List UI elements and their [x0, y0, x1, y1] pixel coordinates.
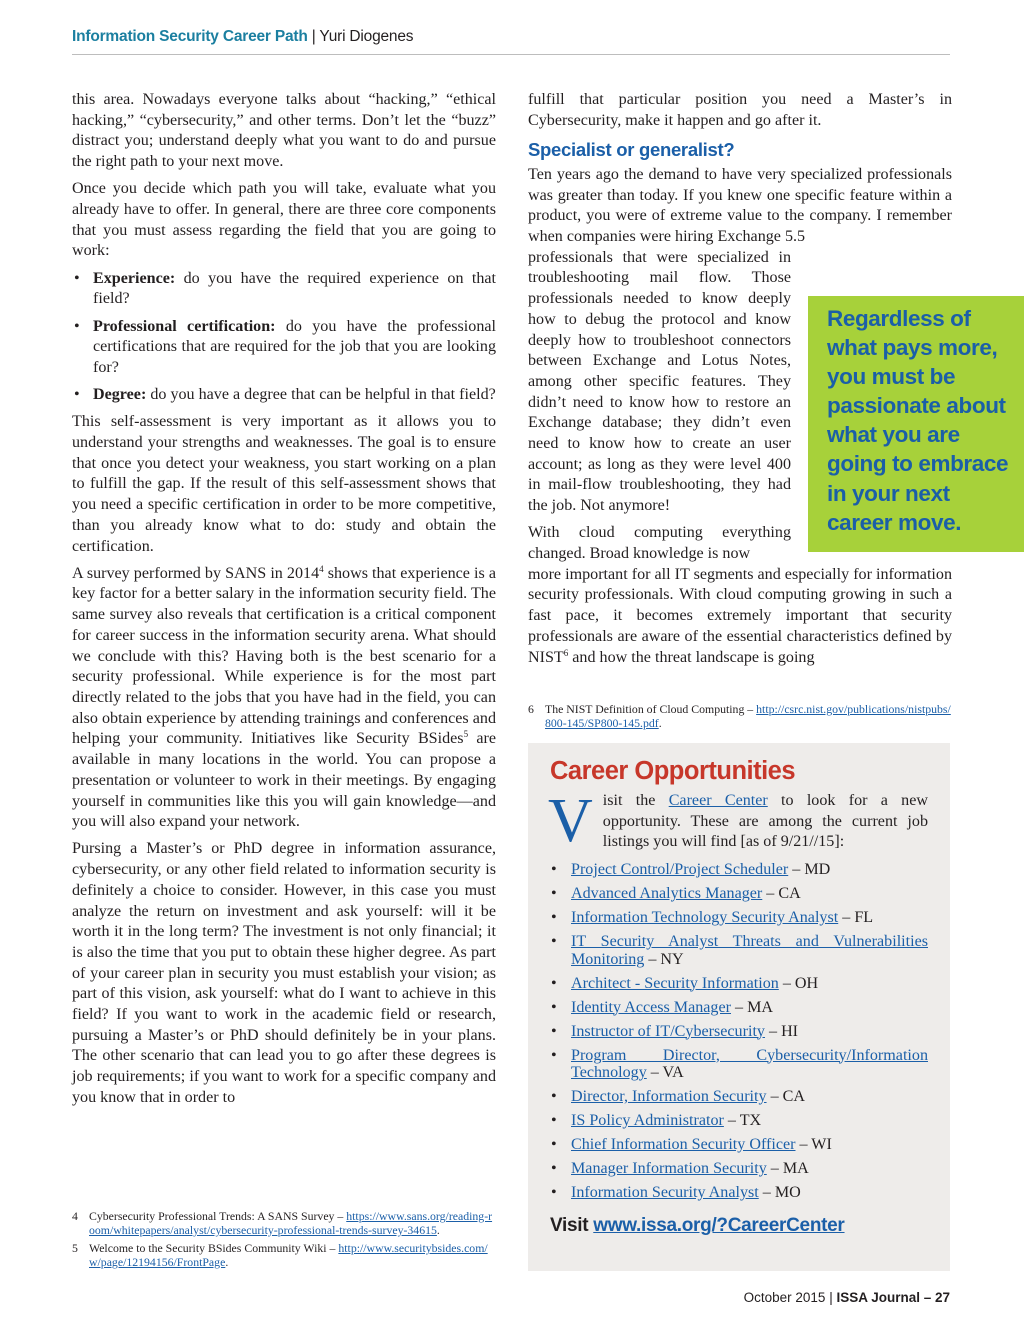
- footnotes-right: [528, 703, 952, 735]
- footnote-link[interactable]: http://www.securitybsides.com/w/page/12194156/FrontPage: [89, 1241, 488, 1269]
- footnote-6: [528, 703, 952, 730]
- text-run: and how the threat landscape is going: [568, 648, 815, 666]
- paragraph: [72, 564, 496, 833]
- footer-separator: |: [825, 1290, 837, 1305]
- footnote-end: .: [658, 715, 662, 730]
- paragraph: Once you decide which path you will take, evaluate what you already have to offer. In general, there are three core components that you must assess regarding the field that you are going to work:: [72, 180, 496, 260]
- job-location: – MD: [788, 861, 831, 878]
- job-item: [550, 999, 928, 1017]
- job-link[interactable]: Chief Information Security Officer: [571, 1136, 796, 1153]
- paragraph: Pursing a Master’s or PhD degree in information assurance, cybersecurity, or any other field related to information security is definitely a choice to consider. However, in this case you must analyze the return on investment and ask yourself: will it be worth it in the long term? The investment is not only financial; it is also the time that you put to obtain these higher degree. As part of your career plan in security you must establish your vision; as part of this vision, ask yourself: what do I want to achieve in this field? If you want to work in the academic field or research, pursuing a Master’s or PhD should definitely be in your plans. The other scenario that can lead you to go after these degrees is job requirements; if you want to work for a specific company and you know that in order to: [72, 840, 496, 1106]
- sidebar-intro: [548, 787, 928, 855]
- job-item: [550, 975, 928, 993]
- job-location: – NY: [644, 950, 684, 968]
- career-center-url-link[interactable]: www.issa.org/?CareerCenter: [593, 1214, 845, 1236]
- career-center-link[interactable]: Career Center: [668, 792, 768, 809]
- job-item: [550, 1184, 928, 1202]
- job-location: – CA: [766, 1088, 805, 1105]
- paragraph: [528, 565, 952, 669]
- footnote-text: Welcome to the Security BSides Community Wiki –: [89, 1241, 339, 1256]
- paragraph: With cloud computing everything changed. Broad knowledge is now: [528, 524, 791, 563]
- list-item-text: do you have the required experience on that field?: [93, 269, 496, 308]
- list-item-term: Experience:: [93, 269, 176, 287]
- pull-quote: Regardless of what pays more, you must be passionate about what you are going to embrace in your next career move.: [808, 296, 1024, 552]
- job-link[interactable]: Advanced Analytics Manager: [571, 885, 763, 902]
- list-item: [72, 269, 496, 310]
- job-location: – OH: [778, 974, 819, 992]
- list-item: [72, 317, 496, 379]
- visit-label: Visit: [550, 1214, 594, 1236]
- job-location: – WI: [795, 1136, 832, 1153]
- job-link[interactable]: IT Security Analyst Threats and Vulnerabilities Monitoring: [571, 933, 928, 968]
- assessment-list: [72, 269, 496, 406]
- list-item-text: do you have a degree that can be helpful in that field?: [146, 386, 496, 404]
- job-item: [550, 1160, 928, 1178]
- paragraph: Ten years ago the demand to have very specialized professionals was greater than today. If you knew one specific feature within a product, you were of extreme value to the company. I remember when companies were hiring Exchange 5.5: [528, 165, 952, 246]
- list-item-term: Degree:: [93, 386, 147, 404]
- intro-text: isit the: [602, 792, 669, 809]
- footnote-number: 6: [528, 702, 534, 716]
- footnote-end: .: [225, 1254, 229, 1269]
- author-name: Yuri Diogenes: [319, 28, 414, 45]
- job-location: – VA: [646, 1064, 684, 1081]
- list-item-term: Professional certification:: [93, 317, 276, 335]
- footnote-end: .: [436, 1222, 440, 1237]
- job-item: [550, 1088, 928, 1106]
- job-item: [550, 1136, 928, 1154]
- job-location: – MA: [766, 1160, 809, 1177]
- job-link[interactable]: IS Policy Administrator: [571, 1112, 724, 1129]
- job-item: [550, 1047, 928, 1082]
- header-separator: |: [311, 28, 316, 45]
- footnote-ref-5: 5: [463, 729, 469, 740]
- job-link[interactable]: Architect - Security Information: [571, 974, 779, 992]
- sidebar-title: Career Opportunities: [550, 757, 796, 785]
- job-item: [550, 1112, 928, 1130]
- job-link[interactable]: Manager Information Security: [571, 1160, 767, 1177]
- drop-cap: V: [548, 787, 593, 855]
- issue-date: October 2015: [743, 1290, 826, 1305]
- footnote-text: The NIST Definition of Cloud Computing –: [545, 702, 757, 716]
- job-link[interactable]: Director, Information Security: [571, 1088, 767, 1105]
- section-subheading: Specialist or generalist?: [528, 138, 735, 160]
- job-item: [550, 861, 928, 879]
- job-location: – CA: [762, 885, 801, 902]
- text-run: more important for all IT segments and especially for information security professionals. With cloud computing growing in such a fast pace, it becomes extremely important that security professionals are aware of the essential characteristics defined by NIST: [528, 565, 952, 666]
- footnote-number: 4: [72, 1209, 78, 1223]
- job-item: [550, 909, 928, 927]
- paragraph: This self-assessment is very important as it allows you to understand your strengths and weaknesses. The goal is to ensure that once you detect your weakness, you start working on a plan to fulfill the gap. If the result of this self-assessment shows that you need a specific certification in order to be more competitive, than you already know what to do: study and obtain the certification.: [72, 413, 496, 555]
- job-link[interactable]: Program Director, Cybersecurity/Information Technology: [571, 1046, 928, 1081]
- footnote-ref-6: 6: [563, 647, 569, 658]
- paragraph: fulfill that particular position you need a Master’s in Cybersecurity, make it happen and go after it.: [528, 91, 952, 129]
- visit-line: [550, 1214, 928, 1238]
- footnote-4: [72, 1210, 496, 1237]
- footnote-number: 5: [72, 1241, 78, 1256]
- job-link[interactable]: Information Technology Security Analyst: [571, 909, 839, 926]
- list-item-text: do you have the professional certifications that are required for the job that you are looking for?: [93, 317, 496, 376]
- footnote-link[interactable]: http://csrc.nist.gov/publications/nistpubs/800-145/SP800-145.pdf: [545, 702, 951, 730]
- career-opportunities-sidebar: [528, 743, 950, 1271]
- footnote-ref-4: 4: [319, 563, 324, 574]
- journal-page-number: ISSA Journal – 27: [836, 1290, 950, 1305]
- job-location: – MO: [758, 1184, 801, 1201]
- text-run: are available in many locations in the world. You can propose a presentation or volunteer to work in their meetings. By engaging yourself in communities like this you will gain knowledge—and you will also expand your network.: [72, 730, 497, 831]
- job-link[interactable]: Project Control/Project Scheduler: [571, 861, 789, 878]
- series-title: Information Security Career Path: [72, 28, 308, 45]
- job-item: [550, 885, 928, 903]
- running-header: [72, 28, 950, 55]
- text-run: shows that experience is a key factor for a better salary in the information security field. The same survey also reveals that certification is a critical component for career success in the information security arena. What should we conclude with this? Having both is the best scenario for a security professional. While experience is for the most part directly related to the jobs that you have had in the field, you can also obtain experience by attending trainings and conferences and helping your community. Initiatives like Security BSides: [72, 564, 496, 748]
- job-item: [550, 933, 928, 968]
- intro-text: to look for a new opportunity. These are among the current job listings you will find [as of 9/21//15]:: [602, 792, 928, 851]
- job-location: – FL: [838, 909, 874, 926]
- footnote-5: [72, 1242, 496, 1269]
- job-item: [550, 1023, 928, 1041]
- text-run: A survey performed by SANS in 2014: [72, 564, 320, 582]
- job-link[interactable]: Information Security Analyst: [571, 1184, 759, 1201]
- job-link[interactable]: Instructor of IT/Cybersecurity: [571, 1022, 765, 1040]
- page-footer: [744, 1290, 950, 1305]
- job-location: – MA: [731, 998, 774, 1016]
- paragraph: this area. Nowadays everyone talks about “hacking,” “ethical hacking,” “cybersecurity,” and other terms. Don’t let the “buzz” distract you; understand deeply what you want to do and pursue the right path to your next move.: [72, 91, 496, 171]
- footnote-text: Cybersecurity Professional Trends: A SANS Survey –: [89, 1209, 347, 1223]
- footnote-link[interactable]: https://www.sans.org/reading-room/whitepapers/analyst/cybersecurity-professional-trends-survey-34615: [89, 1209, 493, 1237]
- job-location: – TX: [723, 1112, 762, 1129]
- job-listings: [550, 861, 928, 1202]
- left-column: [72, 90, 496, 1115]
- paragraph: professionals that were specialized in troubleshooting mail flow. Those professionals needed to know deeply how to debug the protocol and know deeply how to troubleshoot connectors between Exchange and Lotus Notes, among other specific features. They didn’t need to know how to restore an Exchange database; they didn’t even need to know how to create an user account; as long as they were level 400 in mail-flow troubleshooting, they had the job. Not anymore!: [528, 248, 791, 515]
- list-item: [72, 385, 496, 406]
- job-location: – HI: [764, 1022, 799, 1040]
- footnotes-left: [72, 1210, 496, 1274]
- job-link[interactable]: Identity Access Manager: [571, 998, 731, 1016]
